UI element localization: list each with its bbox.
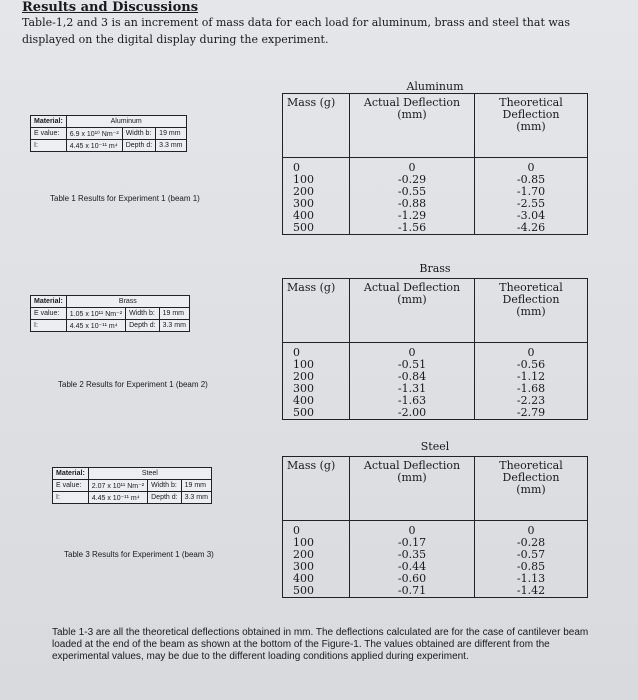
table-row: 0 -0.29 -0.55 -0.88 -1.29 -1.56 bbox=[350, 158, 475, 235]
brass-label: Brass bbox=[419, 262, 451, 275]
table-row: 0 100 200 300 400 500 bbox=[283, 343, 350, 420]
depth-key: Depth d: bbox=[122, 140, 155, 152]
theoretical-deflection-header: Theoretical Deflection (mm) bbox=[475, 457, 588, 521]
mass-header: Mass (g) bbox=[283, 279, 350, 343]
steel-caption: Table 3 Results for Experiment 1 (beam 3) bbox=[64, 550, 214, 559]
table-row: 0 -0.56 -1.12 -1.68 -2.23 -2.79 bbox=[475, 343, 588, 420]
intro-paragraph: Table-1,2 and 3 is an increment of mass data for each load for aluminum, brass and steel that was displayed on the digital display during the experiment. bbox=[22, 16, 570, 46]
table-row: 0 100 200 300 400 500 bbox=[283, 521, 350, 598]
brass-property-table bbox=[30, 295, 190, 332]
material-value: Brass bbox=[66, 296, 189, 308]
width-key: Width b: bbox=[126, 308, 159, 320]
footer-paragraph: Table 1-3 are all the theoretical deflections obtained in mm. The deflections calculated are for the case of cantilever beam loaded at the end of the beam as shown at the bottom of the Figure-1. The values obtained are different from the experimental values, may be due to the different loading conditions applied during experiment. bbox=[52, 627, 589, 662]
depth-key: Depth d: bbox=[148, 492, 181, 504]
e-value: 6.9 x 10¹⁰ Nm⁻² bbox=[66, 128, 122, 140]
section-heading: Results and Discussions bbox=[22, 0, 199, 15]
e-value-key: E value: bbox=[31, 308, 67, 320]
i-value: 4.45 x 10⁻¹¹ m⁴ bbox=[66, 140, 122, 152]
mass-header: Mass (g) bbox=[283, 457, 350, 521]
aluminum-caption: Table 1 Results for Experiment 1 (beam 1) bbox=[50, 194, 200, 203]
actual-deflection-header: Actual Deflection (mm) bbox=[350, 279, 475, 343]
brass-caption: Table 2 Results for Experiment 1 (beam 2) bbox=[58, 380, 208, 389]
table-row: 0 100 200 300 400 500 bbox=[283, 158, 350, 235]
material-key: Material: bbox=[53, 468, 89, 480]
i-value: 4.45 x 10⁻¹¹ m⁴ bbox=[88, 492, 147, 504]
i-key: I: bbox=[53, 492, 89, 504]
depth-value: 3.3 mm bbox=[181, 492, 211, 504]
brass-data-table bbox=[282, 278, 588, 420]
aluminum-data-table bbox=[282, 93, 588, 235]
material-key: Material: bbox=[31, 296, 67, 308]
material-key: Material: bbox=[31, 116, 67, 128]
aluminum-property-table bbox=[30, 115, 187, 152]
e-value: 1.05 x 10¹¹ Nm⁻² bbox=[66, 308, 125, 320]
table-row: 0 -0.51 -0.84 -1.31 -1.63 -2.00 bbox=[350, 343, 475, 420]
mass-header: Mass (g) bbox=[283, 94, 350, 158]
e-value-key: E value: bbox=[53, 480, 89, 492]
table-row: 0 -0.28 -0.57 -0.85 -1.13 -1.42 bbox=[475, 521, 588, 598]
width-key: Width b: bbox=[148, 480, 181, 492]
steel-data-table bbox=[282, 456, 588, 598]
i-value: 4.45 x 10⁻¹¹ m⁴ bbox=[66, 320, 125, 332]
steel-label: Steel bbox=[420, 440, 450, 453]
steel-property-table bbox=[52, 467, 212, 504]
width-value: 19 mm bbox=[181, 480, 211, 492]
material-value: Steel bbox=[88, 468, 211, 480]
depth-key: Depth d: bbox=[126, 320, 159, 332]
e-value-key: E value: bbox=[31, 128, 67, 140]
i-key: I: bbox=[31, 140, 67, 152]
table-row: 0 -0.17 -0.35 -0.44 -0.60 -0.71 bbox=[350, 521, 475, 598]
width-value: 19 mm bbox=[156, 128, 186, 140]
width-key: Width b: bbox=[122, 128, 155, 140]
actual-deflection-header: Actual Deflection (mm) bbox=[350, 457, 475, 521]
i-key: I: bbox=[31, 320, 67, 332]
table-row: 0 -0.85 -1.70 -2.55 -3.04 -4.26 bbox=[475, 158, 588, 235]
aluminum-label: Aluminum bbox=[406, 80, 464, 93]
width-value: 19 mm bbox=[159, 308, 189, 320]
depth-value: 3.3 mm bbox=[156, 140, 186, 152]
theoretical-deflection-header: Theoretical Deflection (mm) bbox=[475, 94, 588, 158]
theoretical-deflection-header: Theoretical Deflection (mm) bbox=[475, 279, 588, 343]
e-value: 2.07 x 10¹¹ Nm⁻² bbox=[88, 480, 147, 492]
depth-value: 3.3 mm bbox=[159, 320, 189, 332]
actual-deflection-header: Actual Deflection (mm) bbox=[350, 94, 475, 158]
material-value: Aluminum bbox=[66, 116, 186, 128]
